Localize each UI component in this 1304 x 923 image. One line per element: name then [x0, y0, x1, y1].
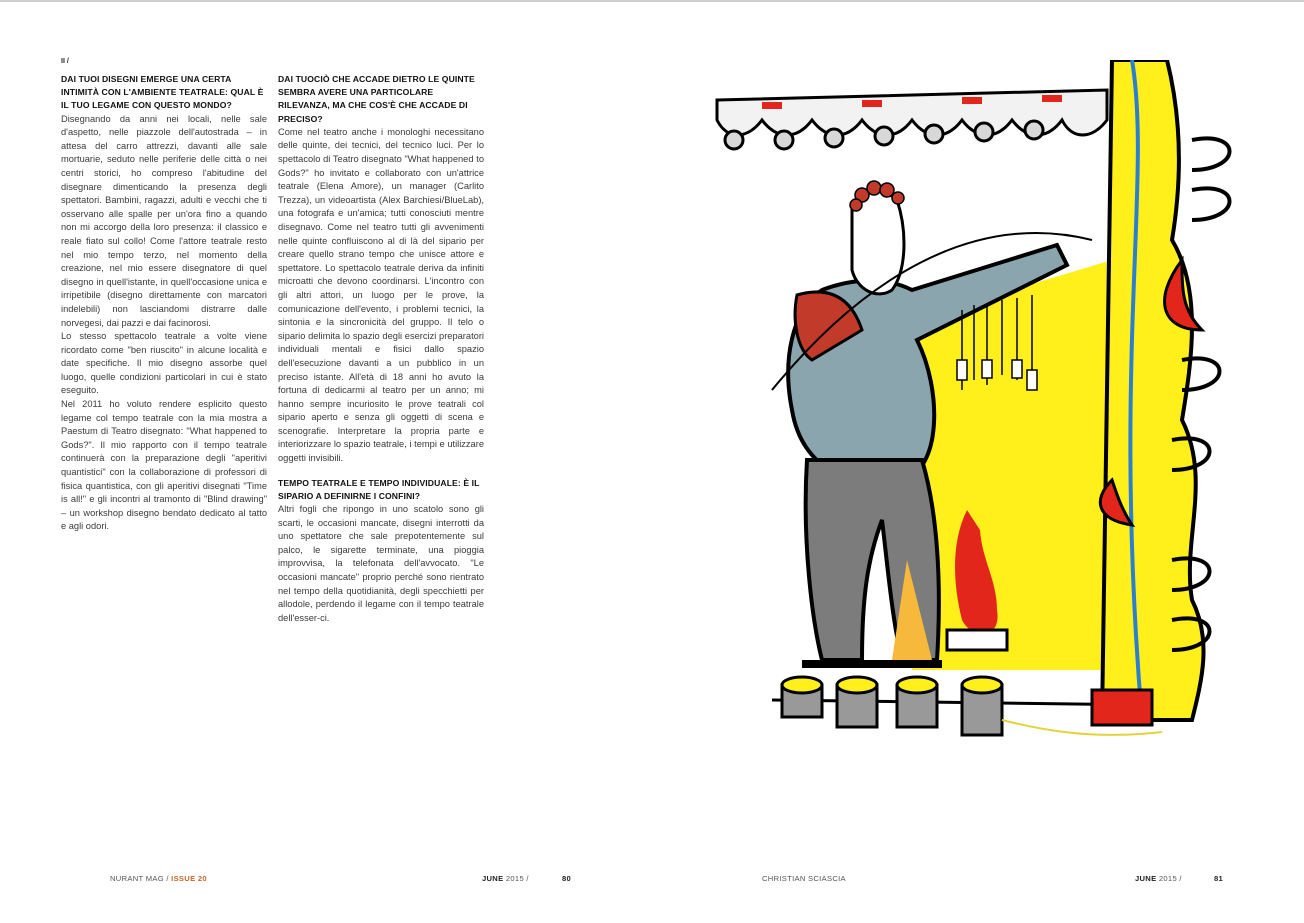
page-number: 80 [562, 874, 572, 883]
year-label: 2015 / [505, 874, 529, 883]
paragraph: Lo stesso spettacolo teatrale a volte viene ricordato come "ben riuscito" in alcune località e date specifiche. Il mio disegno assorbe quel luogo, quelle condizioni particolari in cui è stato eseguito. [61, 331, 267, 396]
footer-left-page-number [562, 874, 571, 883]
footer-left-magazine [110, 874, 207, 883]
issue-label: ISSUE 20 [171, 874, 207, 883]
footer-right-date [1135, 874, 1182, 883]
month-label: JUNE [1135, 874, 1157, 883]
question-heading: DAI TUOCIÒ CHE ACCADE DIETRO LE QUINTE SEMBRA AVERE UNA PARTICOLARE RILEVANZA, MA CHE COS'È CHE ACCADE DI PRECISO? [278, 74, 475, 124]
footer-right-page-number [1214, 874, 1223, 883]
question-heading: DAI TUOI DISEGNI EMERGE UNA CERTA INTIMITÀ CON L'AMBIENTE TEATRALE: QUAL È IL TUO LEGAME CON QUESTO MONDO? [61, 74, 264, 111]
stage-lights [782, 677, 1002, 735]
page-marker: II / [61, 58, 69, 65]
right-text-column [278, 73, 484, 625]
author-name: CHRISTIAN SCIASCIA [762, 874, 846, 883]
question-heading: TEMPO TEATRALE E TEMPO INDIVIDUALE: È IL SIPARIO A DEFINIRNE I CONFINI? [278, 477, 480, 501]
footer-author [762, 874, 846, 883]
month-label: JUNE [482, 874, 504, 883]
magazine-name: NURANT MAG / [110, 874, 169, 883]
theatre-illustration [712, 60, 1252, 750]
year-label: 2015 / [1158, 874, 1182, 883]
flame-pedestal [947, 630, 1007, 650]
footer-left-date [482, 874, 529, 883]
page-number: 81 [1214, 874, 1224, 883]
curtain-bottom-red [1092, 690, 1152, 725]
paragraph: Altri fogli che ripongo in uno scatolo sono gli scarti, le occasioni mancate, disegni interrotti da uno spettatore che sale prepotentemente sul palco, le sigarette terminate, una pioggia improvvisa, la telefonata dell'avvocato. "Le occasioni mancate" proprio perché sono rientrato nel tempo della quotidianità, degli specchietti per allodole, perdendo il legame con il tempo teatrale dell'esser-ci. [278, 504, 484, 623]
paragraph: Nel 2011 ho voluto rendere esplicito questo legame col tempo teatrale con la mia mostra a Paestum di Teatro disegnato: "What happened to Gods?". Il mio rapporto con il tempo teatrale continuerà con la preparazione degli "aperitivi quantistici" con la collaborazione di professori di fisica quantistica, con gli aperitivi disegnati "Time is all!" e gli incontri al tramonto di "Blind drawing" – un workshop disegno bendato dedicato al tatto e agli odori. [61, 399, 267, 532]
left-text-column [61, 73, 267, 534]
top-rule [0, 0, 1304, 2]
paragraph: Come nel teatro anche i monologhi necessitano delle quinte, dei tecnici, del tecnico luci. Per lo spettacolo di Teatro disegnato "What happened to Gods?" ho invitato e collaborato con un'attrice teatrale (Elena Amore), un manager (Carlito Trezza), un videoartista (Alex Barchiesi/BlueLab), una fotografa e un'amica; tutti conosciuti mentre disegnavo. Come nel teatro tutti gli avvenimenti nelle quinte confluiscono al di là del sipario per creare quello strano tempo che unisce attore e spettatore. Lo spettacolo teatrale deriva da infiniti microatti che devono coordinarsi. L'incontro con gli altri attori, un luogo per le prove, la comunicazione dell'evento, i problemi tecnici, la sintonia e la sincronicità del gruppo. Il telo o sipario delimita lo spazio degli esercizi preparatori individuali mentali e fisici dallo spazio dell'esecuzione davanti a un pubblico in un preciso istante. All'età di 18 anni ho avuto la fortuna di dedicarmi al teatro per un anno; mi hanno sempre incuriosito le prove teatrali col sipario aperto e senza gli oggetti di scena e scenografie. Interpretare la propria parte e interiorizzare lo spazio teatrale, i tempi e utilizzare oggetti invisibili. [278, 126, 484, 464]
paragraph: Disegnando da anni nei locali, nelle sale d'aspetto, nelle piazzole dell'autostrada – in attesa del carro attrezzi, davanti alle sale mortuarie, seduto nelle periferie delle città o nei centri storici, ho compreso l'abitudine del disegnare dimenticando la presenza degli spettatori. Bambini, ragazzi, adulti e vecchi che ti osservano alle spalle per un'ora fino a quando non mi accorgo della loro presenza: il classico e reale fiato sul collo! Come l'attore teatrale resto nel mio tempo terzo, nel momento della creazione, nel mio essere disegnatore di quel disegno in quell'istante, in quell'occasione unica e irripetibile (disegno direttamente con marcatori indelebili) non lasciandomi distrarre dalle norvegesi, dai pazzi e dai facinorosi. [61, 113, 267, 328]
feet-base [802, 660, 942, 668]
